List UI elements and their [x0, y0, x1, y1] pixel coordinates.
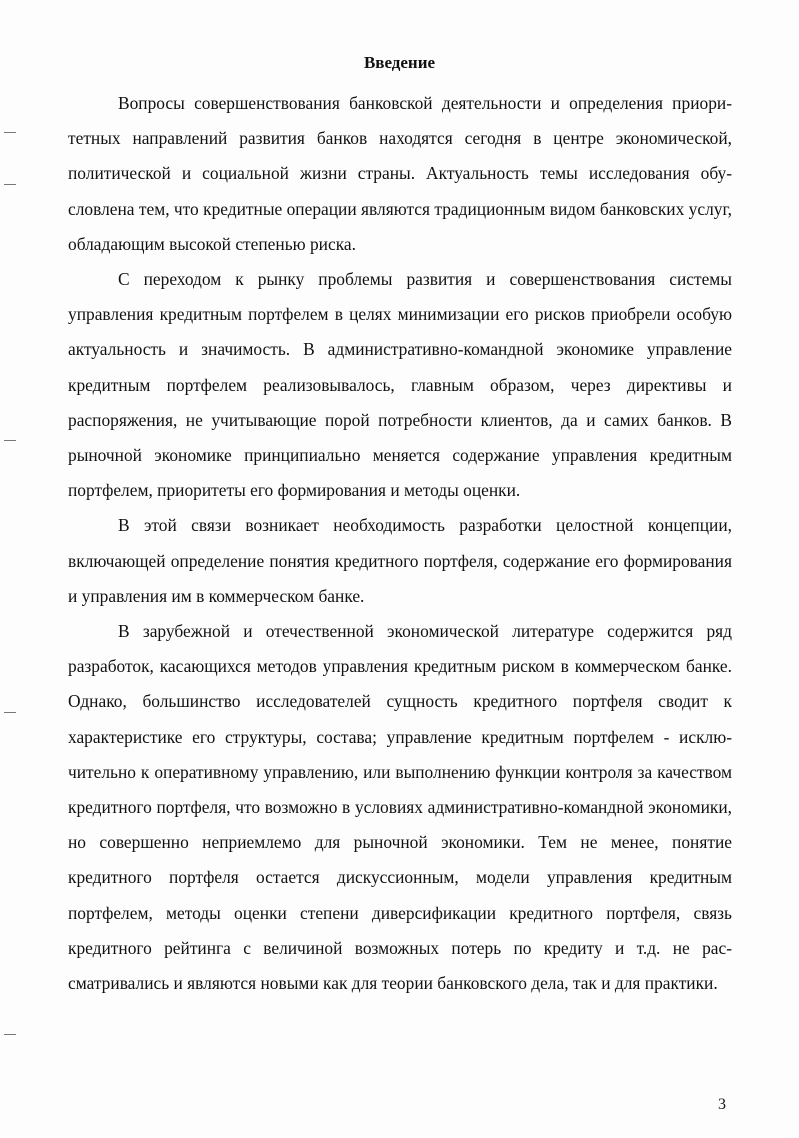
scan-artifact: [4, 440, 16, 441]
page-number: 3: [718, 1096, 726, 1113]
paragraph: В зарубежной и отечественной экономической литературе содержится ряд разработок, касающихся методов управления кредитным риском в коммерческом банке. Однако, большинство исследователей сущность кредитного портфеля сводит к характеристике его структуры, состава; управление кредитным портфелем - исключительно к оперативному управлению, или выполнению функции контроля за качеством кредитного портфеля, что возможно в условиях административно-командной экономики, но совершенно неприемлемо для рыночной экономики. Тем не менее, понятие кредитного портфеля остается дискуссионным, модели управления кредитным портфелем, методы оценки степени диверсификации кредитного портфеля, связь кредитного рейтинга с величиной возможных потерь по кредиту и т.д. не рассматривались и являются новыми как для теории банковского дела, так и для практики.: [68, 621, 732, 994]
scan-artifact: [4, 1034, 16, 1035]
scan-artifact: [4, 184, 16, 185]
paragraph: В этой связи возникает необходимость разработки целостной концепции, включающей определение понятия кредитного портфеля, содержание его формирования и управления им в коммерческом банке.: [68, 515, 732, 606]
paragraph: С переходом к рынку проблемы развития и совершенствования системы управления кредитным портфелем в целях минимизации его рисков приобрели особую актуальность и значимость. В административно-командной экономике управление кредитным портфелем реализовывалось, главным образом, через директивы и распоряжения, не учитывающие порой потребности клиентов, да и самих банков. В рыночной экономике принципиально меняется содержание управления кредитным портфелем, приоритеты его формирования и методы оценки.: [68, 269, 732, 501]
scan-artifact: [4, 712, 16, 713]
scan-artifact: [4, 132, 16, 133]
body-text: [68, 86, 732, 1001]
paragraph: Вопросы совершенствования банковской деятельности и определения приоритетных направлений развития банков находятся сегодня в центре экономической, политической и социальной жизни страны. Актуальность темы исследования обусловлена тем, что кредитные операции являются традиционным видом банковских услуг, обладающим высокой степенью риска.: [68, 93, 732, 254]
page-title: Введение: [363, 53, 436, 72]
